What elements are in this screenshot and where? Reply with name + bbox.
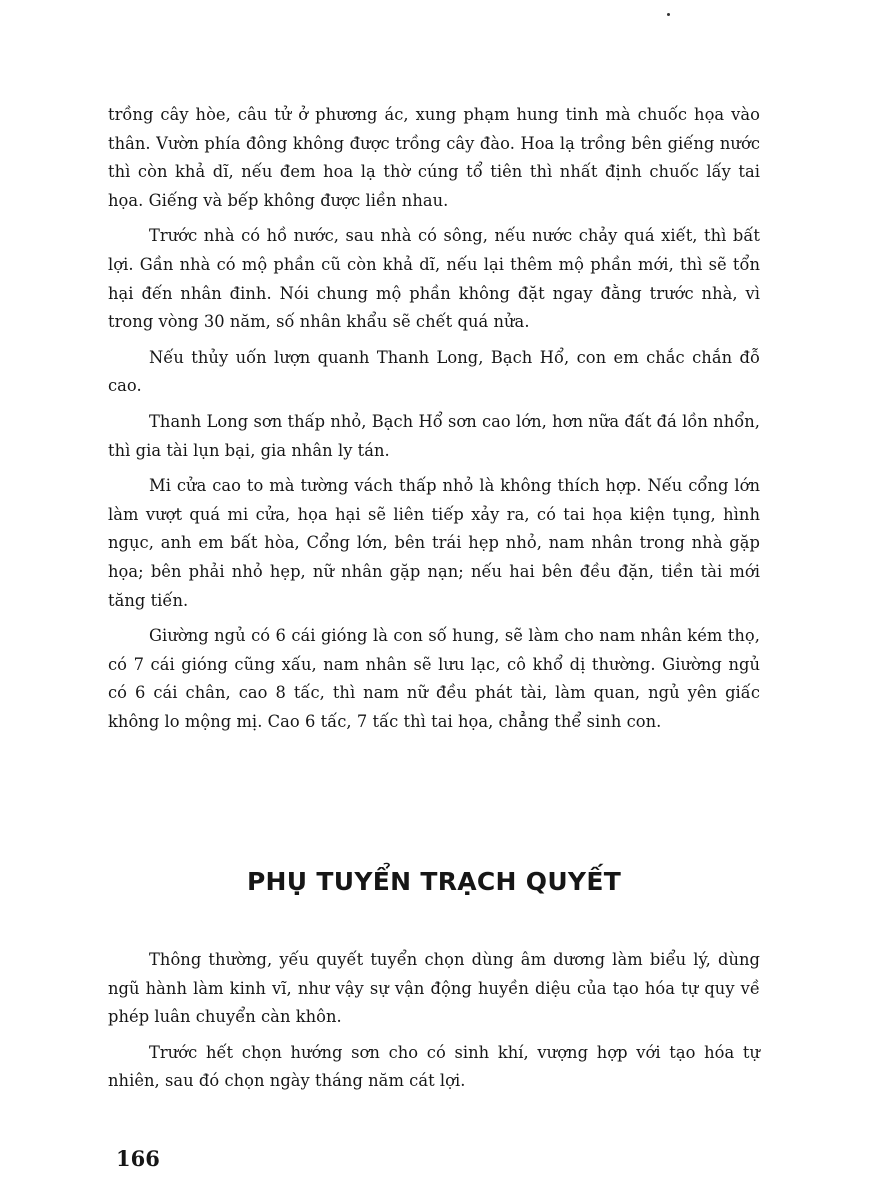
paragraph-1: trồng cây hòe, câu tử ở phương ác, xung phạm hung tinh mà chuốc họa vào thân. Vườn phía đông không được trồng cây đào. Hoa lạ trồng bên giếng nước thì còn khả dĩ, nếu đem hoa lạ thờ cúng tổ tiên thì nhất định chuốc lấy tai họa. Giếng và bếp không được liền nhau. [108,105,760,210]
scan-speck [667,13,670,16]
paragraph-4: Thanh Long sơn thấp nhỏ, Bạch Hổ sơn cao lớn, hơn nữa đất đá lồn nhổn, thì gia tài lụn bại, gia nhân ly tán. [108,411,760,460]
page-body [108,101,760,1091]
paragraph-8: Trước hết chọn hướng sơn cho có sinh khí, vượng hợp với tạo hóa tự nhiên, sau đó chọn ngày tháng năm cát lợi. [108,1042,760,1091]
paragraph-2: Trước nhà có hồ nước, sau nhà có sông, nếu nước chảy quá xiết, thì bất lợi. Gần nhà có mộ phần cũ còn khả dĩ, nếu lại thêm mộ phần mới, thì sẽ tổn hại đến nhân đinh. Nói chung mộ phần không đặt ngay đằng trước nhà, vì trong vòng 30 năm, số nhân khẩu sẽ chết quá nửa. [108,226,760,332]
section-2 [108,946,760,1103]
paragraph-3: Nếu thủy uốn lượn quanh Thanh Long, Bạch Hổ, con em chắc chắn đỗ cao. [108,347,760,396]
paragraph-7: Thông thường, yếu quyết tuyển chọn dùng âm dương làm biểu lý, dùng ngũ hành làm kinh vĩ, như vậy sự vận động huyền diệu của tạo hóa tự quy về phép luân chuyển càn khôn. [108,950,760,1027]
section-1 [108,101,760,736]
paragraph-5: Mi cửa cao to mà tường vách thấp nhỏ là không thích hợp. Nếu cổng lớn làm vượt quá mi cửa, họa hại sẽ liên tiếp xảy ra, có tai họa kiện tụng, hình ngục, anh em bất hòa, Cổng lớn, bên trái hẹp nhỏ, nam nhân trong nhà gặp họa; bên phải nhỏ hẹp, nữ nhân gặp nạn; nếu hai bên đều đặn, tiền tài mới tăng tiến. [108,476,760,610]
page-number: 166 [116,1146,160,1171]
section-heading: PHỤ TUYỂN TRẠCH QUYẾT [246,867,622,896]
paragraph-6: Giường ngủ có 6 cái gióng là con số hung, sẽ làm cho nam nhân kém thọ, có 7 cái gióng cũng xấu, nam nhân sẽ lưu lạc, cô khổ dị thường. Giường ngủ có 6 cái chân, cao 8 tấc, thì nam nữ đều phát tài, làm quan, ngủ yên giấc không lo mộng mị. Cao 6 tấc, 7 tấc thì tai họa, chẳng thể sinh con. [108,626,760,731]
